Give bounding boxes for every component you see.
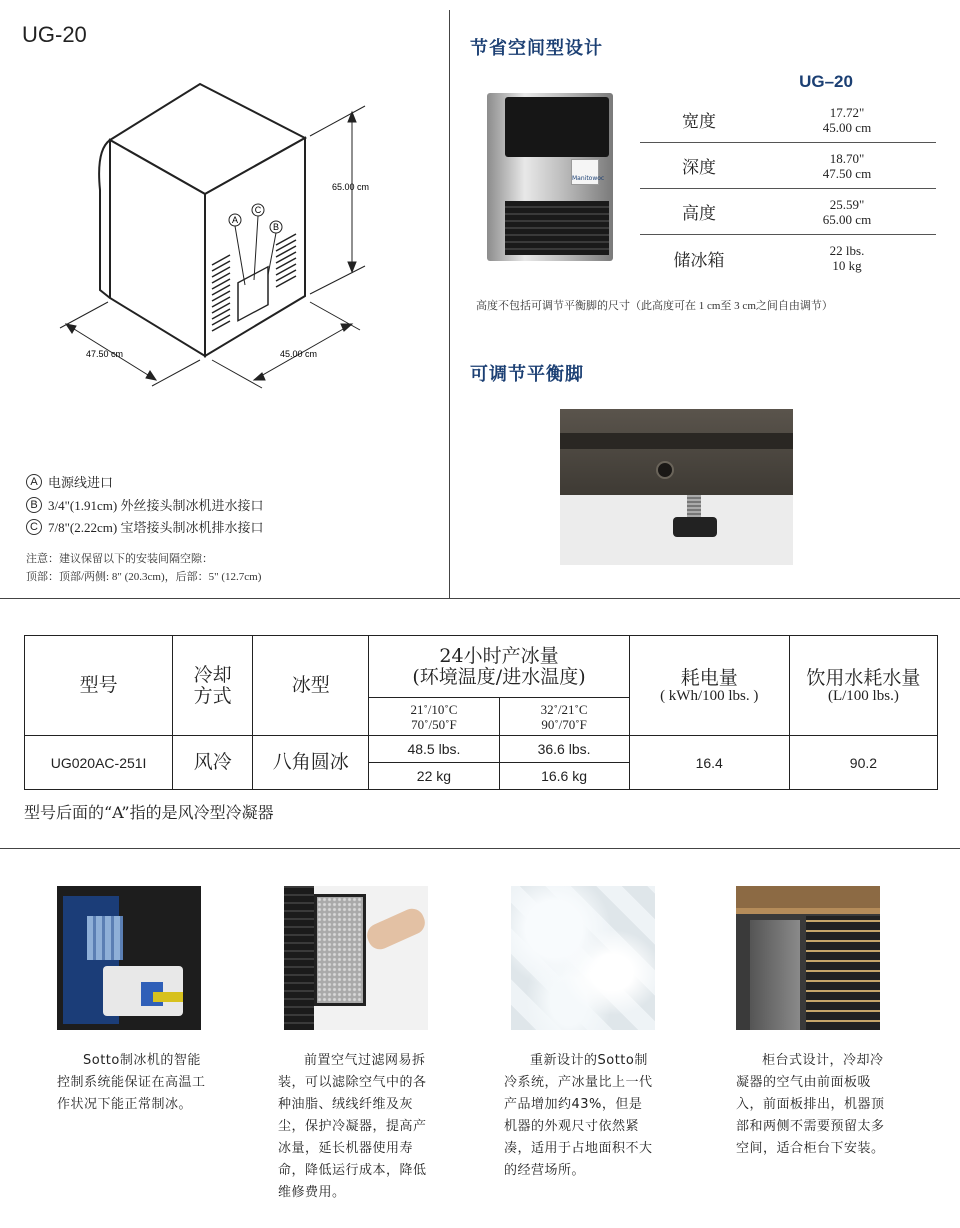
header-water-unit: (L/100 lbs.)	[827, 687, 899, 704]
port-b-label: B	[272, 222, 280, 232]
clearance-note-line1: 注意：建议保留以下的安装间隔空隙：	[26, 553, 213, 565]
feature-text-refrigeration-body: 重新设计的Sotto制冷系统，产冰量比上一代产品增加约43%，但是机器的外观尺寸依然紧凑，适用于占地面积不大的经营场所。	[504, 1053, 653, 1178]
feature-image-air-filter	[284, 886, 428, 1030]
dimension-row-height	[640, 189, 936, 235]
legend-key-a: A	[26, 474, 42, 490]
feature-text-undercounter-body: 柜台式设计，冷却冷凝器的空气由前面板吸入，前面板排出，机器顶部和两侧不需要预留太多空间，适合柜台下安装。	[736, 1053, 885, 1156]
legend-item-b	[26, 495, 263, 514]
legend-key-c: C	[26, 519, 42, 535]
cell-prod1-lbs: 48.5 lbs.	[369, 736, 499, 763]
adjustable-foot-photo	[560, 409, 793, 565]
table-footnote: 型号后面的“A”指的是风冷型冷凝器	[24, 803, 274, 822]
dimension-label: 储冰箱	[673, 250, 725, 271]
cell-model: UG020AC-251I	[25, 736, 173, 790]
section-divider-top	[0, 598, 960, 599]
section-divider-bottom	[0, 848, 960, 849]
header-power	[629, 636, 789, 736]
dimension-table	[640, 97, 936, 281]
dimension-metric: 10 kg	[832, 258, 862, 273]
header-condition-1: 21˚/10˚C 70˚/50˚F	[369, 698, 499, 736]
dimension-value	[758, 243, 936, 273]
legend-text-c: 7/8"(2.22cm) 宝塔接头制冰机排水接口	[48, 520, 264, 535]
feature-text-control-body: Sotto制冰机的智能控制系统能保证在高温工作状况下能正常制冰。	[57, 1053, 206, 1112]
header-production-title: 24小时产冰量	[439, 644, 559, 667]
feature-image-undercounter	[736, 886, 880, 1030]
feature-text-filter	[278, 1050, 428, 1204]
dimension-imperial: 17.72"	[829, 104, 865, 120]
machine-dimension-diagram	[40, 70, 410, 400]
cell-prod1-kg: 22 kg	[369, 763, 499, 790]
cell-cooling: 风冷	[173, 736, 253, 790]
dimension-value	[758, 197, 936, 227]
dimension-imperial: 22 lbs.	[829, 243, 865, 258]
dimension-row-storage	[640, 235, 936, 281]
dimension-metric: 45.00 cm	[822, 119, 872, 135]
width-dimension-label: 45.00 cm	[280, 349, 318, 359]
feature-image-ice-cubes	[511, 886, 655, 1030]
legend-text-b: 3/4"(1.91cm) 外丝接头制冰机进水接口	[48, 498, 264, 513]
feature-text-control	[57, 1050, 207, 1116]
cell-ice-type: 八角圆冰	[253, 736, 369, 790]
header-ice-type: 冰型	[253, 636, 369, 736]
adjustable-feet-title: 可调节平衡脚	[470, 364, 584, 385]
cell-power: 16.4	[629, 736, 789, 790]
dimension-value	[758, 151, 936, 181]
product-photo	[487, 93, 613, 261]
legend-item-a	[26, 472, 113, 491]
feature-text-undercounter	[736, 1050, 886, 1160]
dimension-model-header: UG–20	[799, 72, 853, 91]
feature-text-refrigeration	[504, 1050, 654, 1182]
clearance-note-line2: 顶部：顶部/两侧: 8" (20.3cm)，后部：5" (12.7cm)	[26, 571, 262, 583]
legend-item-c	[26, 517, 263, 536]
port-a-label: A	[231, 215, 239, 225]
dimension-label: 高度	[682, 204, 716, 224]
header-model: 型号	[25, 636, 173, 736]
header-cooling	[173, 636, 253, 736]
header-production	[369, 636, 629, 698]
space-saving-title: 节省空间型设计	[470, 38, 603, 59]
dimension-value	[758, 105, 936, 135]
height-note: 高度不包括可调节平衡脚的尺寸（此高度可在 1 cm至 3 cm之间自由调节）	[476, 300, 833, 312]
specification-table	[24, 635, 938, 790]
header-cooling-text: 冷却方式	[193, 663, 232, 707]
cell-prod2-kg: 16.6 kg	[499, 763, 629, 790]
dimension-imperial: 18.70"	[829, 150, 865, 166]
header-water-title: 饮用水耗水量	[806, 666, 921, 689]
depth-dimension-label: 47.50 cm	[86, 349, 124, 359]
dimension-metric: 47.50 cm	[822, 165, 872, 181]
header-water	[789, 636, 937, 736]
header-power-title: 耗电量	[680, 666, 738, 689]
legend-key-b: B	[26, 497, 42, 513]
vertical-divider	[449, 10, 450, 598]
dimension-row-width	[640, 97, 936, 143]
dimension-imperial: 25.59"	[829, 196, 865, 212]
port-c-label: C	[254, 205, 262, 215]
feature-text-filter-body: 前置空气过滤网易拆装，可以滤除空气中的各种油脂、绒线纤维及灰尘，保护冷凝器，提高产冰量，延长机器使用寿命，降低运行成本，降低维修费用。	[278, 1053, 427, 1200]
dimension-metric: 65.00 cm	[822, 211, 872, 227]
dimension-label: 宽度	[682, 112, 716, 132]
header-condition-2: 32˚/21˚C 90˚/70˚F	[499, 698, 629, 736]
dimension-label: 深度	[682, 158, 716, 178]
header-power-unit: ( kWh/100 lbs. )	[660, 687, 759, 704]
height-dimension-label: 65.00 cm	[332, 182, 370, 192]
cell-prod2-lbs: 36.6 lbs.	[499, 736, 629, 763]
dimension-row-depth	[640, 143, 936, 189]
model-title: UG-20	[22, 22, 87, 47]
legend-text-a: 电源线进口	[48, 475, 114, 490]
feature-image-control-board	[57, 886, 201, 1030]
header-production-sub: (环境温度/进水温度)	[412, 665, 586, 688]
brand-badge: Manitowoc	[571, 159, 599, 185]
cell-water: 90.2	[789, 736, 937, 790]
